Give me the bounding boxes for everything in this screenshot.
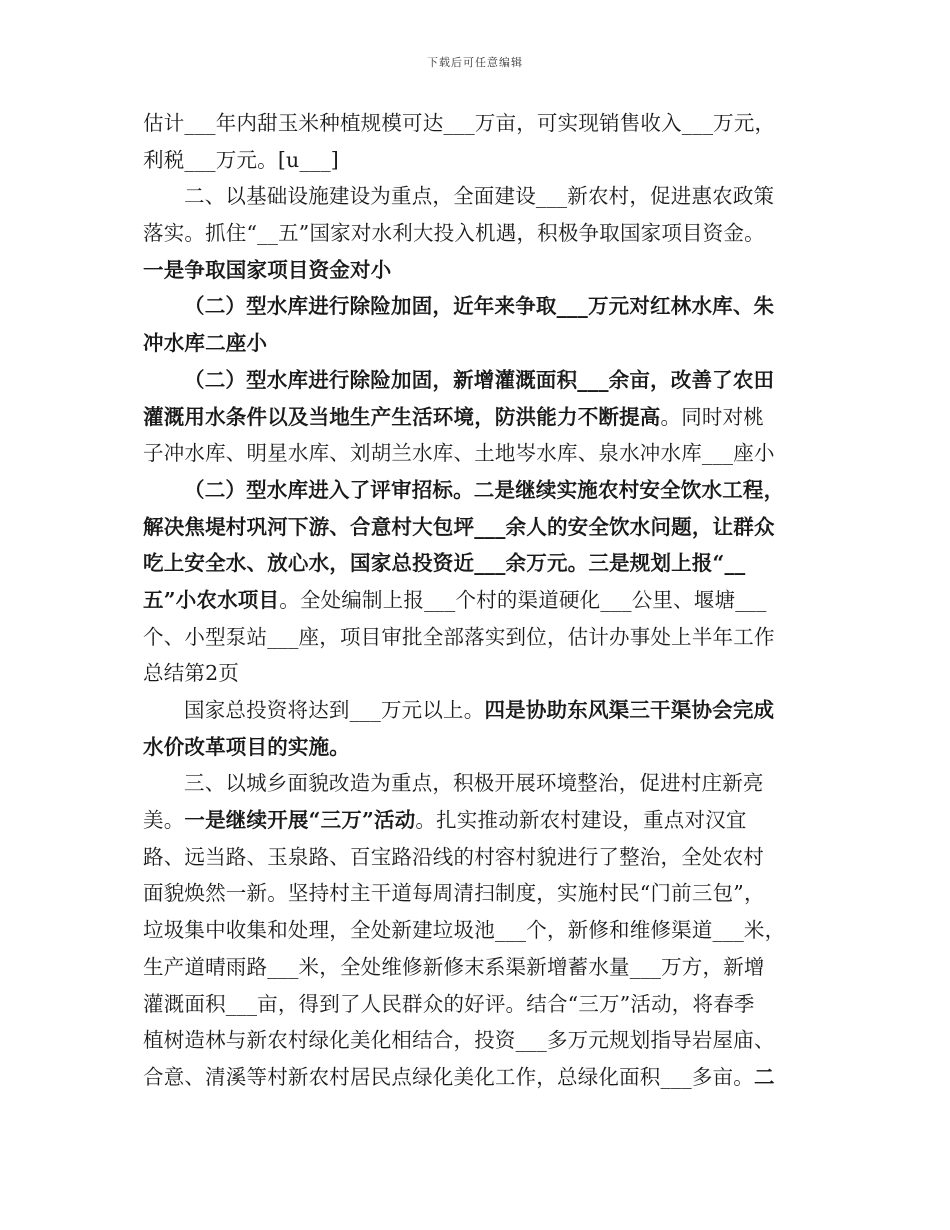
text-segment: 国家总投资将达到___万元以上。 [184, 698, 485, 722]
text-line [143, 1059, 815, 1096]
text-segment: 三、以城乡面貌改造为重点，积极开展环境整治，促进村庄新亮 [184, 771, 764, 796]
text-segment: 合意、清溪等村新农村居民点绿化美化工作，总绿化面积___多亩。 [143, 1064, 754, 1089]
text-line [143, 362, 815, 399]
text-line [143, 619, 815, 656]
text-line [143, 399, 815, 436]
text-segment: 路、远当路、玉泉路、百宝路沿线的村容村貌进行了整治，全处农村 [143, 844, 764, 869]
bold-text-segment: 二 [753, 1064, 775, 1089]
text-segment: 。扎实推动新农村建设，重点对汉宜 [415, 808, 747, 833]
text-line [143, 435, 815, 472]
bold-text-segment: 五”小农水项目 [143, 587, 280, 612]
text-line [143, 288, 815, 325]
text-segment: 落实。抓住“__五”国家对水利大投入机遇，积极争取国家项目资金。 [143, 221, 765, 246]
text-segment: 个、小型泵站___座，项目审批全部落实到位，估计办事处上半年工作 [143, 624, 775, 649]
bold-text-segment: 一是争取国家项目资金对小 [143, 257, 392, 282]
document-body [143, 105, 815, 1096]
text-line [143, 875, 815, 912]
text-line [143, 509, 815, 546]
bold-text-segment: 吃上安全水、放心水，国家总投资近___余万元。三是规划上报“__ [143, 551, 746, 576]
bold-text-segment: （二）型水库进行除险加固，新增灌溉面积___余亩，改善了农田 [184, 367, 775, 392]
text-line [143, 949, 815, 986]
text-line [143, 325, 815, 362]
text-segment: 总结第2页 [143, 661, 240, 686]
text-line [143, 912, 815, 949]
text-line [143, 729, 815, 766]
text-line [143, 1022, 815, 1059]
text-segment: 子冲水库、明星水库、刘胡兰水库、土地岑水库、泉水冲水库___座小 [143, 441, 775, 466]
text-segment: 。同时对桃 [660, 404, 764, 429]
text-line [143, 472, 815, 509]
text-line [143, 655, 815, 692]
text-segment: 估计___年内甜玉米种植规模可达___万亩，可实现销售收入___万元， [143, 111, 776, 135]
page-header: 下载后可任意编辑 [427, 56, 523, 69]
bold-text-segment: 一是继续开展“三万”活动 [184, 808, 416, 833]
text-line [143, 142, 815, 179]
text-line [143, 802, 815, 839]
text-line [143, 839, 815, 876]
bold-text-segment: 解决焦堤村巩河下游、合意村大包坪___余人的安全饮水问题，让群众 [143, 514, 775, 539]
text-line [143, 765, 815, 802]
text-segment: 美。 [143, 808, 185, 833]
bold-text-segment: 冲水库二座小 [143, 331, 268, 356]
text-segment: 植树造林与新农村绿化美化相结合，投资___多万元规划指导岩屋庙、 [143, 1028, 775, 1053]
text-segment: 利税___万元。[u___] [143, 147, 339, 172]
text-line [143, 215, 815, 252]
text-segment: 。全处编制上报___个村的渠道硬化___公里、堰塘___ [279, 587, 767, 612]
text-line [143, 252, 815, 289]
bold-text-segment: 灌溉用水条件以及当地生产生活环境，防洪能力不断提高 [143, 404, 661, 429]
text-line [143, 986, 815, 1023]
bold-text-segment: 四是协助东风渠三干渠协会完成 [484, 698, 775, 722]
text-line [143, 105, 815, 142]
text-segment: 灌溉面积___亩，得到了人民群众的好评。结合“三万”活动，将春季 [143, 991, 755, 1016]
text-segment: 二、以基础设施建设为重点，全面建设___新农村，促进惠农政策 [184, 184, 775, 209]
bold-text-segment: 水价改革项目的实施。 [143, 734, 350, 759]
bold-text-segment: （二）型水库进行除险加固，近年来争取___万元对红林水库、朱 [184, 294, 775, 319]
text-line [143, 692, 815, 729]
text-segment: 面貌焕然一新。坚持村主干道每周清扫制度，实施村民“门前三包”， [143, 881, 765, 906]
bold-text-segment: （二）型水库进入了评审招标。二是继续实施农村安全饮水工程， [184, 477, 785, 502]
text-line [143, 178, 815, 215]
text-line [143, 582, 815, 619]
text-line [143, 545, 815, 582]
text-segment: 生产道晴雨路___米，全处维修新修末系渠新增蓄水量___万方，新增 [143, 954, 765, 979]
text-segment: 垃圾集中收集和处理，全处新建垃圾池___个，新修和维修渠道___米， [143, 918, 786, 943]
